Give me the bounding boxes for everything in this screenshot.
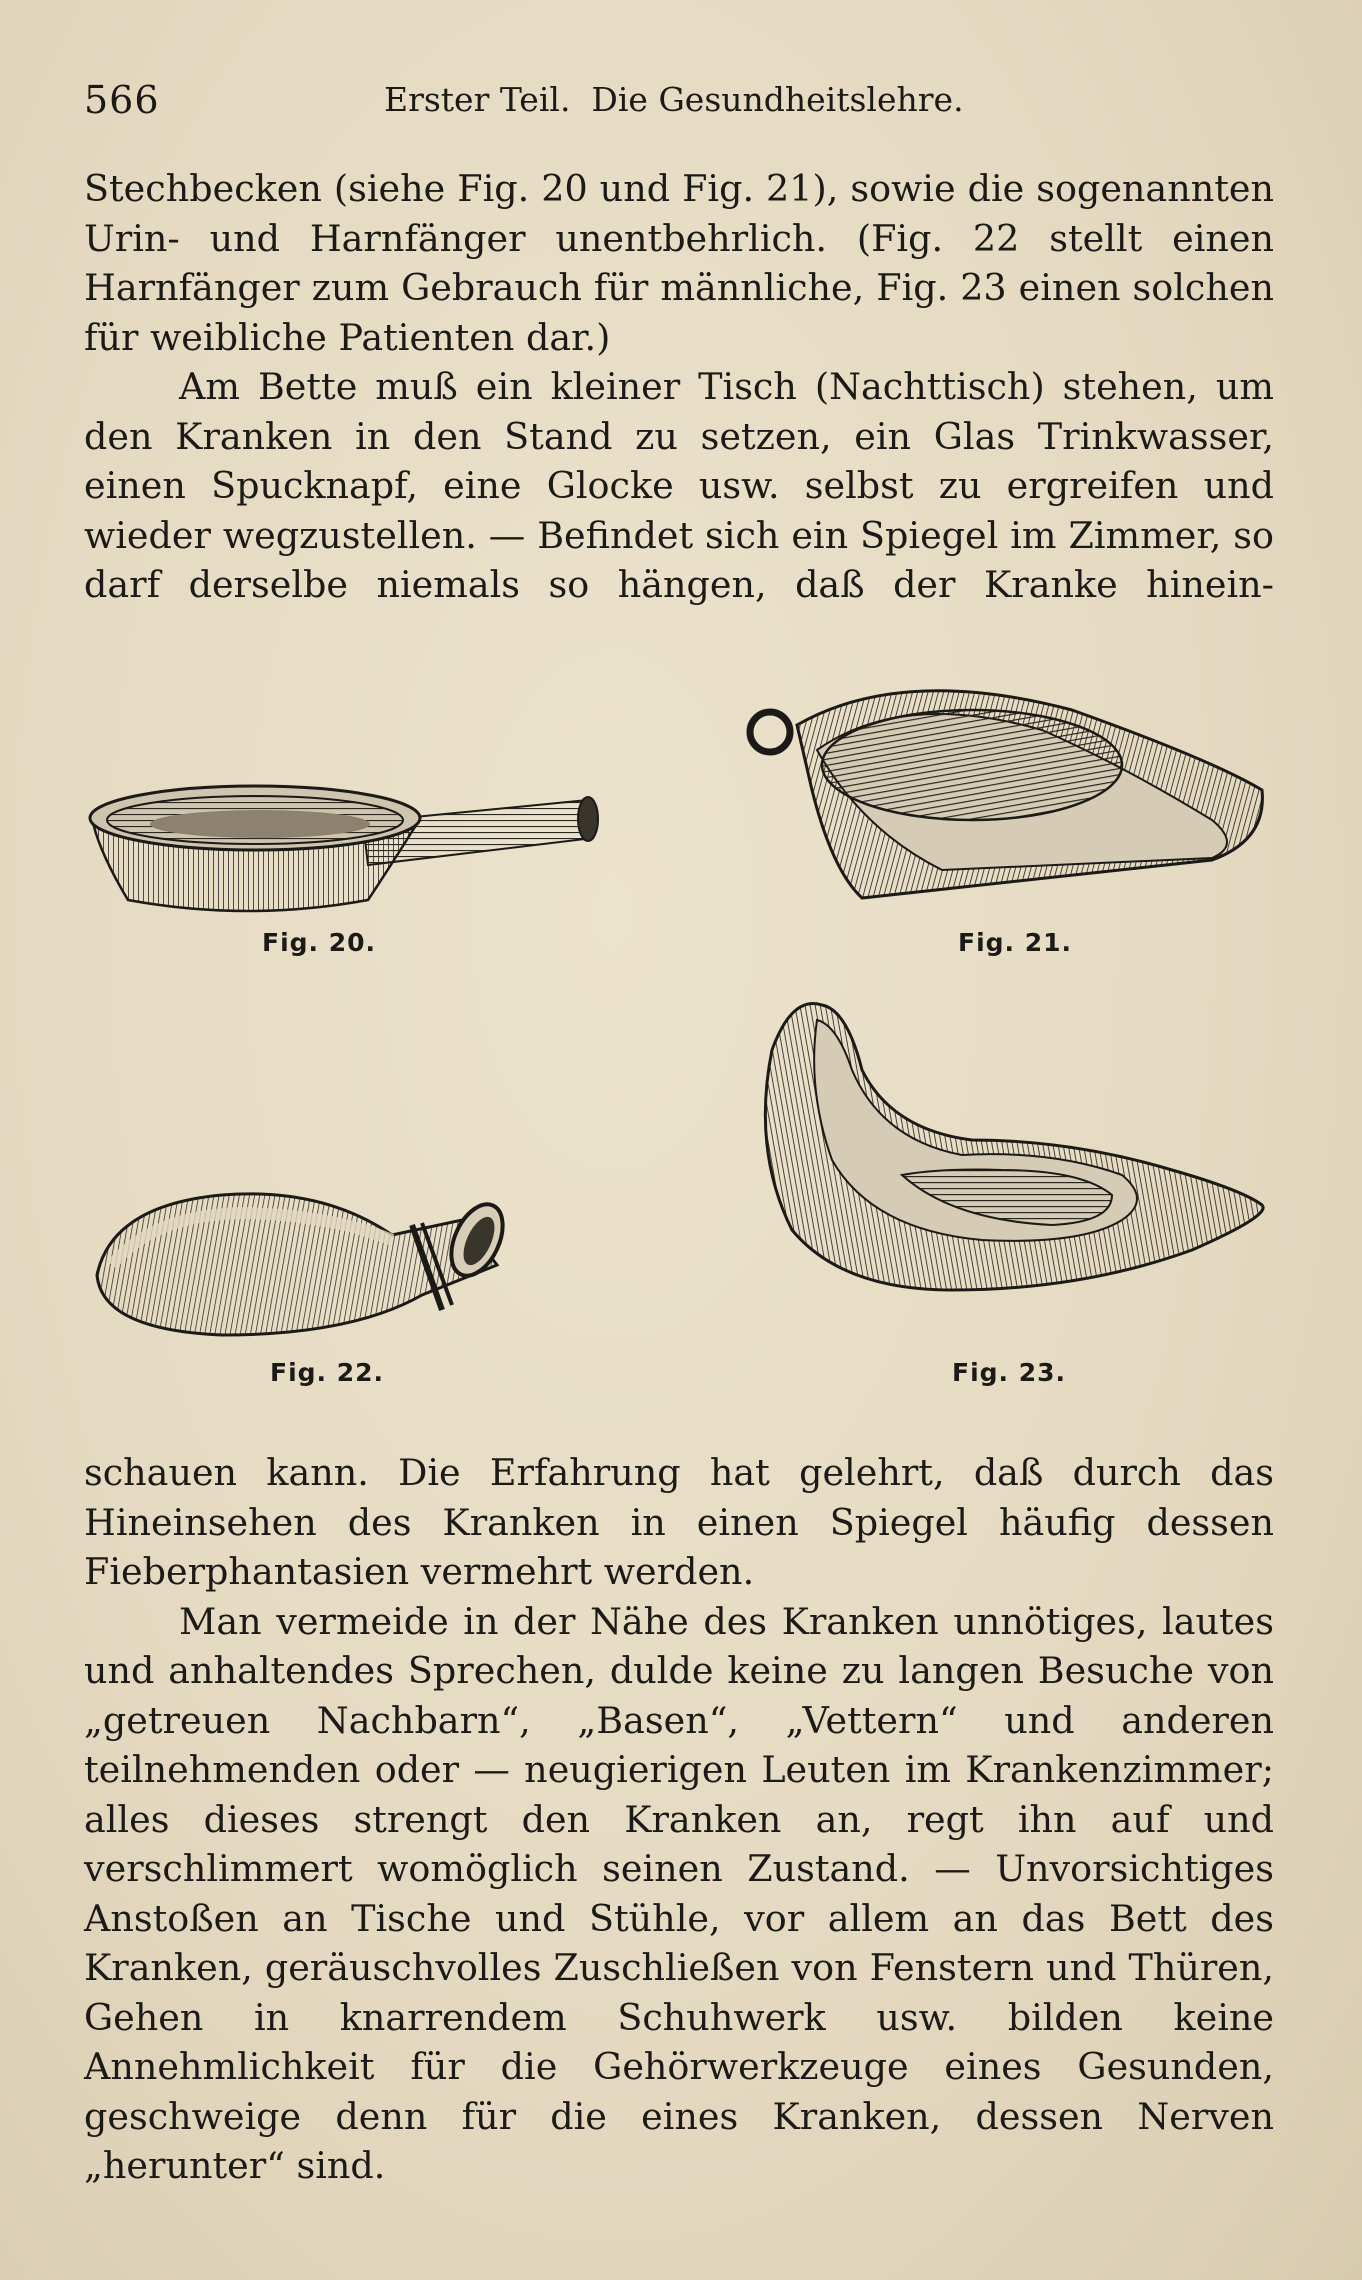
paragraph-4: Man vermeide in der Nähe des Kranken unnötiges, lautes und anhaltendes Sprechen, dulde keine zu langen Besuche von „getreuen Nachbarn“, „Basen“, „Vettern“ und anderen teilnehmenden oder — neugierigen Leuten im Krankenzimmer; alles dieses strengt den Kranken an, regt ihn auf und verschlimmert womöglich seinen Zustand. — Unvorsichtiges Anstoßen an Tische und Stühle, vor allem an das Bett des Kranken, geräuschvolles Zuschließen von Fenstern und Thüren, Gehen in knarrendem Schuhwerk usw. bilden keine Annehmlichkeit für die Gehörwerkzeuge eines Gesunden, geschweige denn für die eines Kranken, dessen Nerven „herunter“ sind.	[84, 1599, 1274, 2187]
fig-23-female-urinal-illustration	[752, 990, 1272, 1310]
page-header	[84, 78, 1274, 128]
fig-22-male-urinal-illustration	[92, 1165, 602, 1340]
fig-22-caption: Fig. 22.	[270, 1358, 385, 1387]
page-number: 566	[84, 78, 160, 122]
fig-20-caption: Fig. 20.	[262, 928, 377, 957]
paragraph-1: Stechbecken (siehe Fig. 20 und Fig. 21), sowie die sogenannten Urin- und Harnfänger unentbehrlich. (Fig. 22 stellt einen Harnfänger zum Gebrauch für männliche, Fig. 23 einen solchen für weibliche Patienten dar.)	[84, 167, 1274, 359]
fig-21-slipper-bedpan-illustration	[742, 670, 1272, 910]
paragraph-2: Am Bette muß ein kleiner Tisch (Nachttisch) stehen, um den Kranken in den Stand zu setzen, ein Glas Trinkwasser, einen Spucknapf, eine Glocke usw. selbst zu ergreifen und wieder wegzustellen. — Befindet sich ein Spiegel im Zimmer, so darf derselbe niemals so hängen, daß der Kranke hinein-	[84, 365, 1274, 606]
paragraph-3: schauen kann. Die Erfahrung hat gelehrt, daß durch das Hineinsehen des Kranken in einen Spiegel häufig dessen Fieberphantasien vermehrt werden.	[84, 1451, 1274, 1593]
running-head: Erster Teil. Die Gesundheitslehre.	[384, 80, 964, 119]
fig-21-caption: Fig. 21.	[958, 928, 1073, 957]
bottom-text	[84, 1448, 1274, 2191]
fig-20-bedpan-illustration	[88, 760, 608, 920]
fig-23-caption: Fig. 23.	[952, 1358, 1067, 1387]
top-text	[84, 164, 1274, 610]
